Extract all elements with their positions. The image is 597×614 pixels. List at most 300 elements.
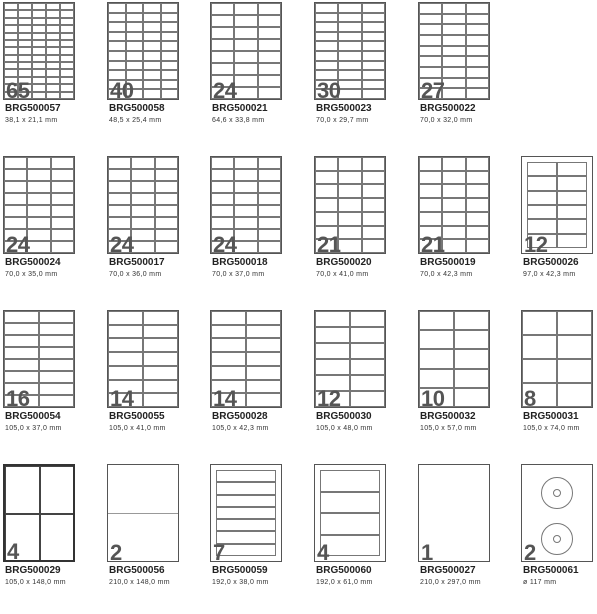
label-cell <box>5 466 40 514</box>
label-cell <box>234 39 257 51</box>
label-cell <box>211 205 234 217</box>
label-cell <box>27 193 50 205</box>
label-cell <box>60 55 74 62</box>
label-cell <box>442 212 465 226</box>
label-cell <box>234 27 257 39</box>
label-cell <box>211 338 246 352</box>
label-format-tile[interactable] <box>107 2 211 152</box>
label-cell <box>338 70 361 80</box>
label-cell <box>211 352 246 366</box>
label-cell <box>32 62 46 69</box>
label-cell <box>216 519 276 531</box>
label-cell <box>557 383 592 407</box>
sheet-layout-preview <box>314 156 386 254</box>
label-cell <box>466 198 489 212</box>
label-cell <box>18 47 32 54</box>
label-cell <box>108 169 131 181</box>
label-cell <box>362 89 385 99</box>
label-cell <box>442 67 465 78</box>
labels-per-sheet-count: 4 <box>7 539 19 562</box>
label-cell <box>18 69 32 76</box>
label-cell <box>362 13 385 23</box>
label-cell <box>362 32 385 42</box>
label-cell <box>143 32 161 42</box>
labels-per-sheet-count: 2 <box>110 540 122 562</box>
label-cell <box>211 325 246 339</box>
label-cell <box>234 169 257 181</box>
label-cell <box>454 388 489 407</box>
label-cell <box>51 217 74 229</box>
product-code: BRG500024 <box>5 257 61 268</box>
label-cell <box>126 32 144 42</box>
label-cell <box>27 217 50 229</box>
sheet-layout-preview <box>210 156 282 254</box>
label-cell <box>338 13 361 23</box>
label-cell <box>143 51 161 61</box>
label-cell <box>557 219 587 233</box>
label-format-tile[interactable] <box>107 464 211 614</box>
label-cell <box>155 157 178 169</box>
product-code: BRG500056 <box>109 565 165 576</box>
label-cell <box>51 169 74 181</box>
label-format-tile[interactable] <box>3 156 107 306</box>
label-cell <box>161 3 179 13</box>
product-code: BRG500059 <box>212 565 268 576</box>
label-cell <box>39 347 74 359</box>
label-cell <box>143 366 178 380</box>
label-cell <box>258 229 281 241</box>
label-cell <box>522 311 557 335</box>
label-cell <box>320 535 380 557</box>
label-cell <box>362 171 385 185</box>
label-cell <box>350 375 385 391</box>
label-cell <box>466 226 489 240</box>
labels-per-sheet-count: 4 <box>317 540 329 562</box>
sheet-layout-preview <box>521 310 593 408</box>
label-cell <box>454 349 489 368</box>
label-cell <box>131 229 154 241</box>
label-cell <box>39 395 74 407</box>
label-dimensions: 70,0 x 32,0 mm <box>420 117 473 124</box>
label-cell <box>143 41 161 51</box>
label-cell <box>39 311 74 323</box>
label-cell <box>442 14 465 25</box>
labels-per-sheet-count: 24 <box>213 78 237 100</box>
product-code: BRG500017 <box>109 257 165 268</box>
label-cell <box>258 169 281 181</box>
label-cell <box>362 198 385 212</box>
label-cell <box>362 70 385 80</box>
label-cell <box>108 338 143 352</box>
label-cell <box>32 69 46 76</box>
labels-per-sheet-count: 12 <box>524 232 548 254</box>
label-format-tile[interactable] <box>210 156 314 306</box>
product-code: BRG500054 <box>5 411 61 422</box>
label-cell <box>143 352 178 366</box>
label-cell <box>315 51 338 61</box>
product-code: BRG500019 <box>420 257 476 268</box>
label-cell <box>315 171 338 185</box>
label-format-tile[interactable] <box>3 464 107 614</box>
sheet-layout-preview <box>418 464 490 562</box>
label-cell <box>155 241 178 253</box>
label-cell <box>466 24 489 35</box>
label-cell <box>442 56 465 67</box>
label-cell <box>362 3 385 13</box>
label-cell <box>126 61 144 71</box>
label-cell <box>320 470 380 492</box>
label-cell <box>4 18 18 25</box>
label-cell <box>131 181 154 193</box>
label-format-tile[interactable] <box>3 310 107 460</box>
label-cell <box>46 69 60 76</box>
label-cell <box>60 47 74 54</box>
label-dimensions: 192,0 x 38,0 mm <box>212 579 269 586</box>
label-format-tile[interactable] <box>314 310 418 460</box>
label-cell <box>442 3 465 14</box>
label-dimensions: 70,0 x 29,7 mm <box>316 117 369 124</box>
label-cell <box>211 193 234 205</box>
label-cell <box>32 10 46 17</box>
label-cell <box>4 311 39 323</box>
label-cell <box>51 193 74 205</box>
label-cell <box>46 55 60 62</box>
label-cell <box>466 157 489 171</box>
label-cell <box>18 40 32 47</box>
cd-label-shape <box>541 523 573 555</box>
label-cell <box>18 18 32 25</box>
label-cell <box>466 14 489 25</box>
label-cell <box>246 380 281 394</box>
label-format-tile[interactable] <box>314 2 418 152</box>
label-cell <box>155 181 178 193</box>
label-cell <box>419 24 442 35</box>
label-cell <box>258 75 281 87</box>
label-cell <box>557 234 587 248</box>
product-code: BRG500057 <box>5 103 61 114</box>
sheet-layout-preview <box>521 464 593 562</box>
label-cell <box>258 39 281 51</box>
label-cell <box>557 176 587 190</box>
sheet-layout-preview <box>3 310 75 408</box>
label-cell <box>315 13 338 23</box>
label-cell <box>454 369 489 388</box>
label-cell <box>315 343 350 359</box>
label-cell <box>338 22 361 32</box>
label-cell <box>419 171 442 185</box>
label-cell <box>338 239 361 253</box>
label-cell <box>454 330 489 349</box>
label-cell <box>211 3 234 15</box>
label-cell <box>234 63 257 75</box>
label-cell <box>350 359 385 375</box>
label-cell <box>39 359 74 371</box>
label-dimensions: 70,0 x 37,0 mm <box>212 271 265 278</box>
label-format-tile[interactable] <box>521 156 597 306</box>
label-cell <box>419 311 454 330</box>
label-cell <box>338 157 361 171</box>
sheet-layout-preview <box>418 2 490 100</box>
label-cell <box>40 466 75 514</box>
label-cell <box>39 371 74 383</box>
label-cell <box>51 241 74 253</box>
product-code: BRG500020 <box>316 257 372 268</box>
label-dimensions: 64,6 x 33,8 mm <box>212 117 265 124</box>
label-cell <box>362 61 385 71</box>
label-cell <box>258 51 281 63</box>
labels-per-sheet-count: 2 <box>524 540 536 562</box>
label-cell <box>32 3 46 10</box>
label-format-tile[interactable] <box>418 310 522 460</box>
label-cell <box>60 62 74 69</box>
label-cell <box>51 229 74 241</box>
label-cell <box>211 27 234 39</box>
label-cell <box>32 40 46 47</box>
label-cell <box>60 3 74 10</box>
label-cell <box>143 89 161 99</box>
label-cell <box>466 3 489 14</box>
label-cell <box>246 311 281 325</box>
label-cell <box>4 181 27 193</box>
label-format-tile[interactable] <box>418 464 522 614</box>
label-cell <box>527 205 557 219</box>
label-cell <box>143 338 178 352</box>
label-cell <box>466 78 489 89</box>
label-cell <box>60 18 74 25</box>
sheet-layout-preview <box>521 156 593 254</box>
label-cell <box>4 55 18 62</box>
label-cell <box>51 181 74 193</box>
label-cell <box>108 366 143 380</box>
label-format-tile[interactable] <box>107 310 211 460</box>
label-cell <box>234 87 257 99</box>
label-cell <box>46 18 60 25</box>
label-format-tile[interactable] <box>3 2 107 152</box>
labels-per-sheet-count: 24 <box>110 232 134 254</box>
label-format-tile[interactable] <box>210 310 314 460</box>
label-cell <box>4 157 27 169</box>
label-cell <box>466 184 489 198</box>
labels-per-sheet-count: 30 <box>317 78 341 100</box>
label-cell <box>60 84 74 91</box>
label-cell <box>315 327 350 343</box>
product-code: BRG500060 <box>316 565 372 576</box>
label-cell <box>466 212 489 226</box>
product-code: BRG500029 <box>5 565 61 576</box>
product-code: BRG500055 <box>109 411 165 422</box>
label-cell <box>161 22 179 32</box>
label-cell <box>557 311 592 335</box>
label-cell <box>315 359 350 375</box>
label-cell <box>46 62 60 69</box>
label-cell <box>362 157 385 171</box>
label-cell <box>39 335 74 347</box>
label-format-tile[interactable] <box>210 2 314 152</box>
label-cell <box>315 157 338 171</box>
label-cell <box>315 22 338 32</box>
label-cell <box>234 181 257 193</box>
label-cell <box>60 77 74 84</box>
label-cell <box>442 78 465 89</box>
label-dimensions: 70,0 x 35,0 mm <box>5 271 58 278</box>
label-cell <box>234 205 257 217</box>
label-cell <box>4 3 18 10</box>
label-cell <box>419 14 442 25</box>
label-cell <box>143 3 161 13</box>
label-cell <box>527 162 557 176</box>
label-cell <box>46 33 60 40</box>
label-format-tile[interactable] <box>210 464 314 614</box>
label-cell <box>258 87 281 99</box>
label-cell <box>108 181 131 193</box>
label-cell <box>108 3 126 13</box>
label-cell <box>350 327 385 343</box>
label-cell <box>338 226 361 240</box>
label-cell <box>362 41 385 51</box>
label-cell <box>362 51 385 61</box>
label-cell <box>32 47 46 54</box>
label-cell <box>4 347 39 359</box>
label-cell <box>32 33 46 40</box>
label-cell <box>131 169 154 181</box>
label-cell <box>216 531 276 543</box>
label-cell <box>46 84 60 91</box>
label-cell <box>108 51 126 61</box>
label-cell <box>442 184 465 198</box>
label-cell <box>161 13 179 23</box>
label-cell <box>362 239 385 253</box>
label-cell <box>131 157 154 169</box>
label-cell <box>211 169 234 181</box>
label-cell <box>4 62 18 69</box>
label-cell <box>4 10 18 17</box>
label-cell <box>419 56 442 67</box>
label-cell <box>258 15 281 27</box>
label-cell <box>143 61 161 71</box>
label-dimensions: 105,0 x 48,0 mm <box>316 425 373 432</box>
label-cell <box>258 217 281 229</box>
label-cell <box>442 171 465 185</box>
label-cell <box>143 22 161 32</box>
product-code: BRG500030 <box>316 411 372 422</box>
label-cell <box>216 470 276 482</box>
label-cell <box>143 70 161 80</box>
labels-per-sheet-count: 14 <box>213 386 237 408</box>
label-dimensions: 70,0 x 41,0 mm <box>316 271 369 278</box>
product-code: BRG500026 <box>523 257 579 268</box>
label-cell <box>161 89 179 99</box>
label-format-tile[interactable] <box>521 464 597 614</box>
label-cell <box>4 323 39 335</box>
label-format-tile[interactable] <box>314 156 418 306</box>
label-cell <box>27 181 50 193</box>
label-cell <box>39 383 74 395</box>
label-dimensions: 105,0 x 41,0 mm <box>109 425 166 432</box>
label-cell <box>522 359 557 383</box>
label-cell <box>350 311 385 327</box>
label-cell <box>442 88 465 99</box>
label-format-tile[interactable] <box>418 2 522 152</box>
label-cell <box>40 514 75 562</box>
label-cell <box>108 157 131 169</box>
label-cell <box>211 311 246 325</box>
label-cell <box>4 40 18 47</box>
label-cell <box>557 359 592 383</box>
label-cell <box>234 193 257 205</box>
product-code: BRG500028 <box>212 411 268 422</box>
product-code: BRG500031 <box>523 411 579 422</box>
label-cell <box>143 13 161 23</box>
label-cell <box>4 371 39 383</box>
label-cell <box>419 369 454 388</box>
label-cell <box>362 212 385 226</box>
label-format-tile[interactable] <box>521 310 597 460</box>
label-cell <box>27 169 50 181</box>
label-cell <box>258 181 281 193</box>
label-cell <box>161 80 179 90</box>
label-cell <box>258 63 281 75</box>
label-cell <box>350 343 385 359</box>
label-dimensions: 210,0 x 148,0 mm <box>109 579 170 586</box>
label-cell <box>258 241 281 253</box>
label-dimensions: 70,0 x 36,0 mm <box>109 271 162 278</box>
label-cell <box>338 80 361 90</box>
label-cell <box>4 217 27 229</box>
label-cell <box>108 352 143 366</box>
sheet-layout-preview <box>107 464 179 562</box>
label-format-tile[interactable] <box>107 156 211 306</box>
label-cell <box>211 51 234 63</box>
label-cell <box>46 92 60 99</box>
label-cell <box>466 171 489 185</box>
label-cell <box>454 311 489 330</box>
label-cell <box>46 47 60 54</box>
label-cell <box>27 229 50 241</box>
label-cell <box>108 325 143 339</box>
label-cell <box>161 70 179 80</box>
label-cell <box>419 184 442 198</box>
label-cell <box>350 391 385 407</box>
label-cell <box>155 229 178 241</box>
product-code: BRG500032 <box>420 411 476 422</box>
label-cell <box>234 3 257 15</box>
labels-per-sheet-count: 7 <box>213 540 225 562</box>
labels-per-sheet-count: 40 <box>110 78 134 100</box>
label-cell <box>108 193 131 205</box>
label-format-tile[interactable] <box>314 464 418 614</box>
label-cell <box>246 366 281 380</box>
label-cell <box>46 40 60 47</box>
sheet-layout-preview <box>107 310 179 408</box>
label-cell <box>315 212 338 226</box>
product-code: BRG500027 <box>420 565 476 576</box>
labels-per-sheet-count: 24 <box>6 232 30 254</box>
label-cell <box>108 13 126 23</box>
label-dimensions: 97,0 x 42,3 mm <box>523 271 576 278</box>
label-cell <box>338 212 361 226</box>
label-cell <box>51 157 74 169</box>
label-cell <box>211 63 234 75</box>
label-cell <box>216 544 276 556</box>
sheet-layout-preview <box>314 310 386 408</box>
label-cell <box>442 35 465 46</box>
label-format-tile[interactable] <box>418 156 522 306</box>
label-cell <box>522 335 557 359</box>
label-dimensions: 210,0 x 297,0 mm <box>420 579 481 586</box>
label-cell <box>557 205 587 219</box>
label-cell <box>108 205 131 217</box>
label-cell <box>557 191 587 205</box>
